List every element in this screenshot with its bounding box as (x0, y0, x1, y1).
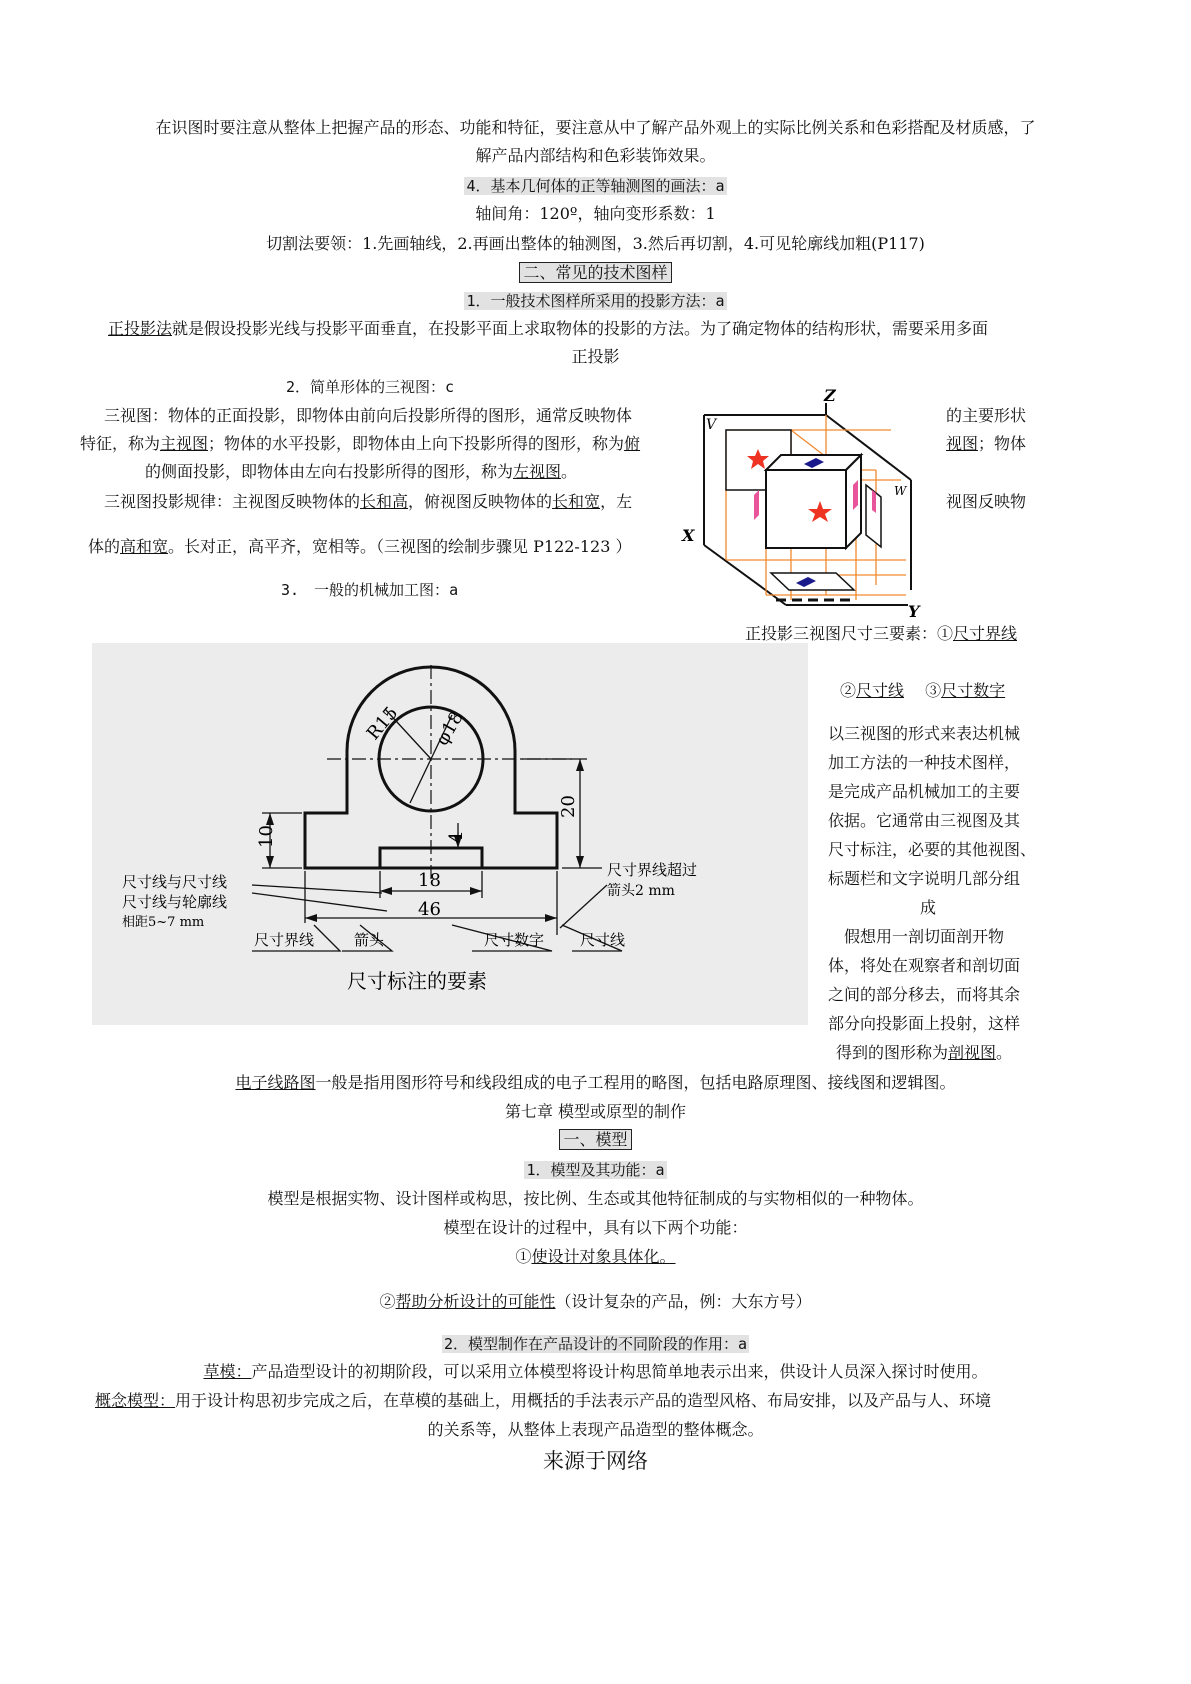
heading-isometric (0, 176, 1191, 196)
dim-l2b: ③ (904, 681, 942, 700)
section-line-2: 体，将处在观察者和剖切面 (828, 956, 1021, 975)
label-z: Z (824, 386, 836, 405)
sec-last-b: 。 (996, 1043, 1013, 1062)
t4a: 三视图投影规律：主视图反映物体的 (104, 492, 361, 511)
pink-on-w-plane (872, 490, 876, 513)
heading-machining: 3. 一般的机械加工图：a (281, 581, 459, 599)
draft-rest: 产品造型设计的初期阶段，可以采用立体模型将设计构思简单地表示出来，供设计人员深入探讨时使用。 (251, 1362, 988, 1381)
term-dimension-line: 尺寸线 (856, 681, 905, 700)
f2-num: ② (379, 1292, 396, 1311)
heading-model-stages (0, 1334, 1191, 1354)
mech-line-4: 依据。它通常由三视图及其 (828, 811, 1021, 830)
t2a: 特征，称为 (80, 434, 161, 453)
concept-rest: 用于设计构思初步完成之后，在草模的基础上，用概括的手法表示产品的造型风格、布局安排，以及产品与人、环境 (175, 1391, 992, 1410)
heading-three-views: 2．简单形体的三视图：c (286, 378, 455, 396)
term-concept-model: 概念模型： (95, 1391, 176, 1410)
t5b: 。长对正，高平齐，宽相等。（三视图的绘制步骤见 P122-123 ） (168, 537, 632, 556)
three-views-line-1b: 的主要形状 (946, 406, 1027, 425)
dim-l2a: ② (840, 681, 857, 700)
mechanical-drawing-figure (92, 643, 808, 1025)
t2b: ；物体的水平投影，即物体由上向下投影所得的图形，称为 (208, 434, 625, 453)
mech-line-7: 成 (920, 898, 937, 917)
section-tech-drawings-title: 二、常见的技术图样 (519, 262, 671, 283)
sec-last-a: 得到的图形称为 (836, 1043, 949, 1062)
projection-line-2: 正投影 (571, 347, 620, 366)
term-length-width: 长和宽 (552, 492, 601, 511)
section-line-1: 假想用一剖切面剖开物 (828, 927, 1005, 946)
f2-note: （设计复杂的产品，例：大东方号） (555, 1292, 812, 1311)
heading-model-function (0, 1160, 1191, 1180)
model-functions-intro: 模型在设计的过程中，具有以下两个功能： (443, 1218, 748, 1237)
elec-rest: 一般是指用图形符号和线段组成的电子工程用的略图，包括电路原理图、接线图和逻辑图。 (315, 1073, 956, 1092)
f2-text: 帮助分析设计的可能性 (395, 1292, 556, 1311)
section-line-4: 部分向投影面上投射，这样 (828, 1014, 1021, 1033)
model-definition: 模型是根据实物、设计图样或构思，按比例、生态或其他特征制成的与实物相似的一种物体。 (267, 1189, 924, 1208)
concept-model-line-2: 的关系等，从整体上表现产品造型的整体概念。 (427, 1420, 764, 1439)
mech-line-1: 以三视图的形式来表达机械 (828, 724, 1021, 743)
electronic-diagram-text (0, 1073, 1191, 1093)
label-dim-line: 尺寸线 (580, 931, 626, 949)
section-line-5 (836, 1043, 1012, 1063)
section-model-title: 一、模型 (559, 1129, 631, 1150)
dim-l1a: 正投影三视图尺寸三要素：① (745, 624, 954, 643)
label-dim-spacing-3: 相距5~7 mm (122, 915, 205, 930)
heading-model-stages-text: 2．模型制作在产品设计的不同阶段的作用：a (443, 1335, 748, 1353)
f1-num: ① (515, 1247, 532, 1266)
t5a: 体的 (88, 537, 121, 556)
chapter-title: 第七章 模型或原型的制作 (504, 1102, 687, 1121)
dim-r15: R15 (362, 702, 403, 745)
label-extension-line: 尺寸界线 (254, 931, 315, 949)
figure-caption: 尺寸标注的要素 (347, 969, 487, 993)
dim-phi18: φ18 (431, 707, 468, 750)
t4b: ，俯视图反映物体的 (408, 492, 553, 511)
label-extension-over-1: 尺寸界线超过 (607, 861, 698, 879)
label-dim-number: 尺寸数字 (484, 931, 545, 949)
dim-18: 18 (418, 870, 441, 891)
t2d: ；物体 (978, 434, 1027, 453)
dimension-elements-line-2 (840, 681, 1005, 701)
three-views-line-2a (80, 434, 640, 454)
term-dimension-number: 尺寸数字 (941, 681, 1006, 700)
dimension-elements-line-1 (745, 624, 1017, 644)
mech-line-3: 是完成产品机械加工的主要 (828, 782, 1021, 801)
cut-method-text: 切割法要领：1.先画轴线，2.再画出整体的轴测图，3.然后再切割，4.可见轮廓线加粗(P117) (266, 234, 925, 253)
label-dim-spacing-1: 尺寸线与尺寸线 (122, 873, 228, 891)
term-length-height: 长和高 (360, 492, 409, 511)
heading-model-function-text: 1．模型及其功能：a (526, 1161, 665, 1179)
dim-20: 20 (558, 795, 579, 818)
three-views-line-4b: 视图反映物 (946, 492, 1027, 511)
heading-isometric-text: 4．基本几何体的正等轴测图的画法：a (466, 177, 725, 195)
projection-line-1-rest: 就是假设投影光线与投影平面垂直，在投影平面上求取物体的投影的方法。为了确定物体的结构形状，需要采用多面 (172, 319, 989, 338)
pink-cube-side (853, 480, 858, 510)
three-view-projection-figure (676, 385, 936, 640)
term-extension-line: 尺寸界线 (953, 624, 1018, 643)
heading-projection-text: 1．一般技术图样所采用的投影方法：a (466, 292, 725, 310)
term-side-view: 左视图 (513, 462, 562, 481)
term-top-view-part2: 视图 (946, 434, 979, 453)
term-circuit-diagram: 电子线路图 (235, 1073, 316, 1092)
label-w: W (894, 484, 907, 498)
section-model (0, 1130, 1191, 1150)
three-views-line-5 (88, 537, 631, 557)
cube (766, 455, 861, 548)
term-front-view: 主视图 (160, 434, 209, 453)
intro-line-2: 解产品内部结构和色彩装饰效果。 (475, 146, 716, 165)
section-tech-drawings (0, 263, 1191, 283)
t4c: ，左 (600, 492, 633, 511)
projection-line-1 (108, 319, 988, 339)
term-section-view: 剖视图 (948, 1043, 997, 1062)
three-views-line-4a (104, 492, 632, 512)
label-extension-over-2: 箭头2 mm (607, 883, 675, 899)
term-top-view-part1: 俯 (624, 434, 641, 453)
term-orthographic: 正投影法 (108, 319, 173, 338)
function-1 (0, 1247, 1191, 1267)
dim-10: 10 (256, 825, 277, 848)
pink-left (754, 490, 759, 520)
draft-model-text (0, 1362, 1191, 1382)
dim-46: 46 (418, 899, 441, 920)
label-dim-spacing-2: 尺寸线与轮廓线 (122, 893, 228, 911)
footer-source: 来源于网络 (543, 1449, 648, 1473)
section-line-3: 之间的部分移去，而将其余 (828, 985, 1021, 1004)
term-height-width: 高和宽 (120, 537, 169, 556)
intro-line-1: 在识图时要注意从整体上把握产品的形态、功能和特征，要注意从中了解产品外观上的实际比例关系和色彩搭配及材质感，了 (155, 118, 1036, 137)
axis-angle-text: 轴间角：120º，轴向变形系数：1 (475, 204, 716, 223)
function-2 (0, 1292, 1191, 1312)
t3a: 的侧面投影，即物体由左向右投影所得的图形，称为 (145, 462, 514, 481)
f1-text: 使设计对象具体化。 (531, 1247, 676, 1266)
heading-projection (0, 291, 1191, 311)
mech-line-2: 加工方法的一种技术图样， (828, 753, 1021, 772)
three-views-line-1a: 三视图：物体的正面投影，即物体由前向后投影所得的图形，通常反映物体 (104, 406, 633, 425)
mech-line-6: 标题栏和文字说明几部分组 (828, 869, 1021, 888)
three-views-line-2b (946, 434, 1026, 454)
label-arrow: 箭头 (354, 931, 385, 949)
label-y: Y (908, 602, 920, 621)
mech-line-5: 尺寸标注，必要的其他视图、 (828, 840, 1037, 859)
label-x: X (682, 526, 695, 545)
concept-model-line-1 (95, 1391, 991, 1411)
three-views-line-3 (145, 462, 577, 482)
term-draft-model: 草模： (203, 1362, 252, 1381)
label-v: V (706, 417, 717, 433)
t3b: 。 (561, 462, 578, 481)
dim-4: 4 (446, 831, 467, 843)
